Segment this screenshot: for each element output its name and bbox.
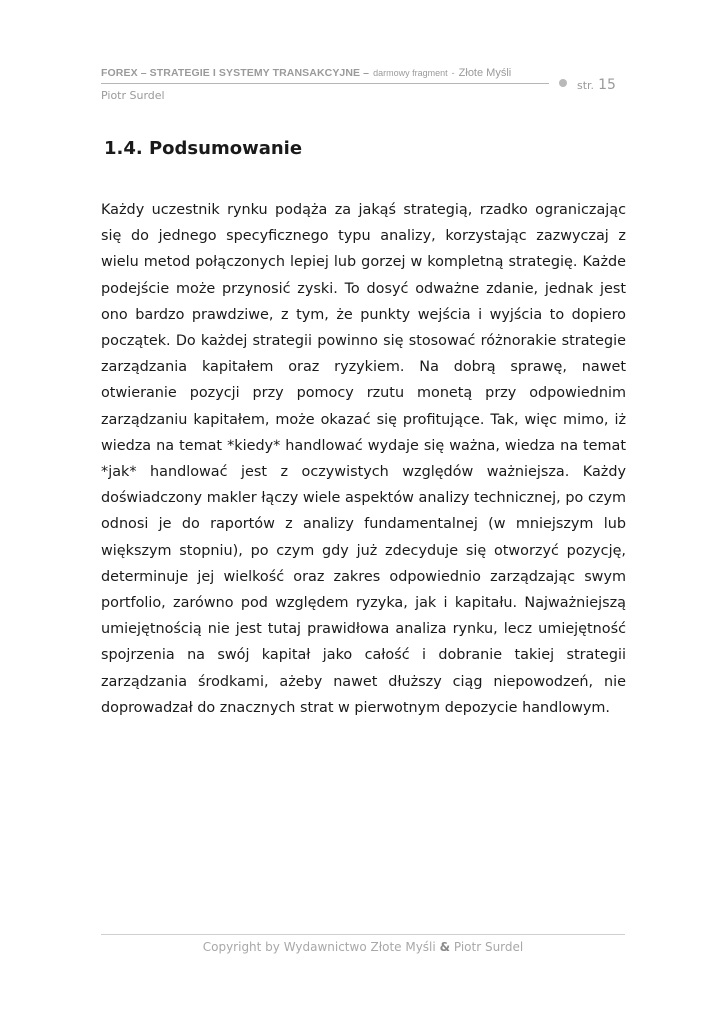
header-separator: - (451, 68, 455, 78)
footer-rule (101, 934, 625, 935)
section-title: 1.4. Podsumowanie (104, 138, 303, 159)
publisher-name: Złote Myśli (458, 67, 512, 79)
page-number: 15 (598, 77, 616, 93)
header-title-line (101, 66, 625, 80)
bullet-icon (559, 79, 567, 87)
page-label: str. (577, 79, 595, 92)
header-rule (101, 83, 549, 84)
page-header (101, 66, 625, 102)
header-author: Piotr Surdel (101, 89, 165, 102)
page-footer (101, 940, 625, 954)
fragment-label: darmowy fragment (373, 68, 448, 78)
body-paragraph: Każdy uczestnik rynku podąża za jakąś strategią, rzadko ograniczając się do jednego specyficznego typu analizy, korzystając zazwyczaj z wielu metod połączonych lepiej lub gorzej w kompletną strategię. Każde podejście może przynosić zyski. To dosyć odważne zdanie, jednak jest ono bardzo prawdziwe, z tym, że punkty wejścia i wyjścia to dopiero początek. Do każdej strategii powinno się stosować różnorakie strategie zarządzania kapitałem oraz ryzykiem. Na dobrą sprawę, nawet otwieranie pozycji przy pomocy rzutu monetą przy odpowiednim zarządzaniu kapitałem, może okazać się profitujące. Tak, więc mimo, iż wiedza na temat *kiedy* handlować wydaje się ważna, wiedza na temat *jak* handlować jest z oczywistych względów ważniejsza. Każdy doświadczony makler łączy wiele aspektów analizy technicznej, po czym odnosi je do raportów z analizy fundamentalnej (w mniejszym lub większym stopniu), po czym gdy już zdecyduje się otworzyć pozycję, determinuje jej wielkość oraz zakres odpowiednio zarządzając swym portfolio, zarówno pod względem ryzyka, jak i kapitału. Najważniejszą umiejętnością nie jest tutaj prawidłowa analiza rynku, lecz umiejętność spojrzenia na swój kapitał jako całość i dobranie takiej strategii zarządzania środkami, ażeby nawet dłuższy ciąg niepowodzeń, nie doprowadzał do znacznych strat w pierwotnym depozycie handlowym. (101, 202, 626, 716)
copyright-publisher: Copyright by Wydawnictwo Złote Myśli (202, 940, 436, 954)
page-indicator (577, 74, 616, 93)
book-title: FOREX – STRATEGIE I SYSTEMY TRANSAKCYJNE – (101, 67, 370, 79)
copyright-ampersand: & (439, 940, 451, 954)
copyright-author: Piotr Surdel (453, 940, 524, 954)
